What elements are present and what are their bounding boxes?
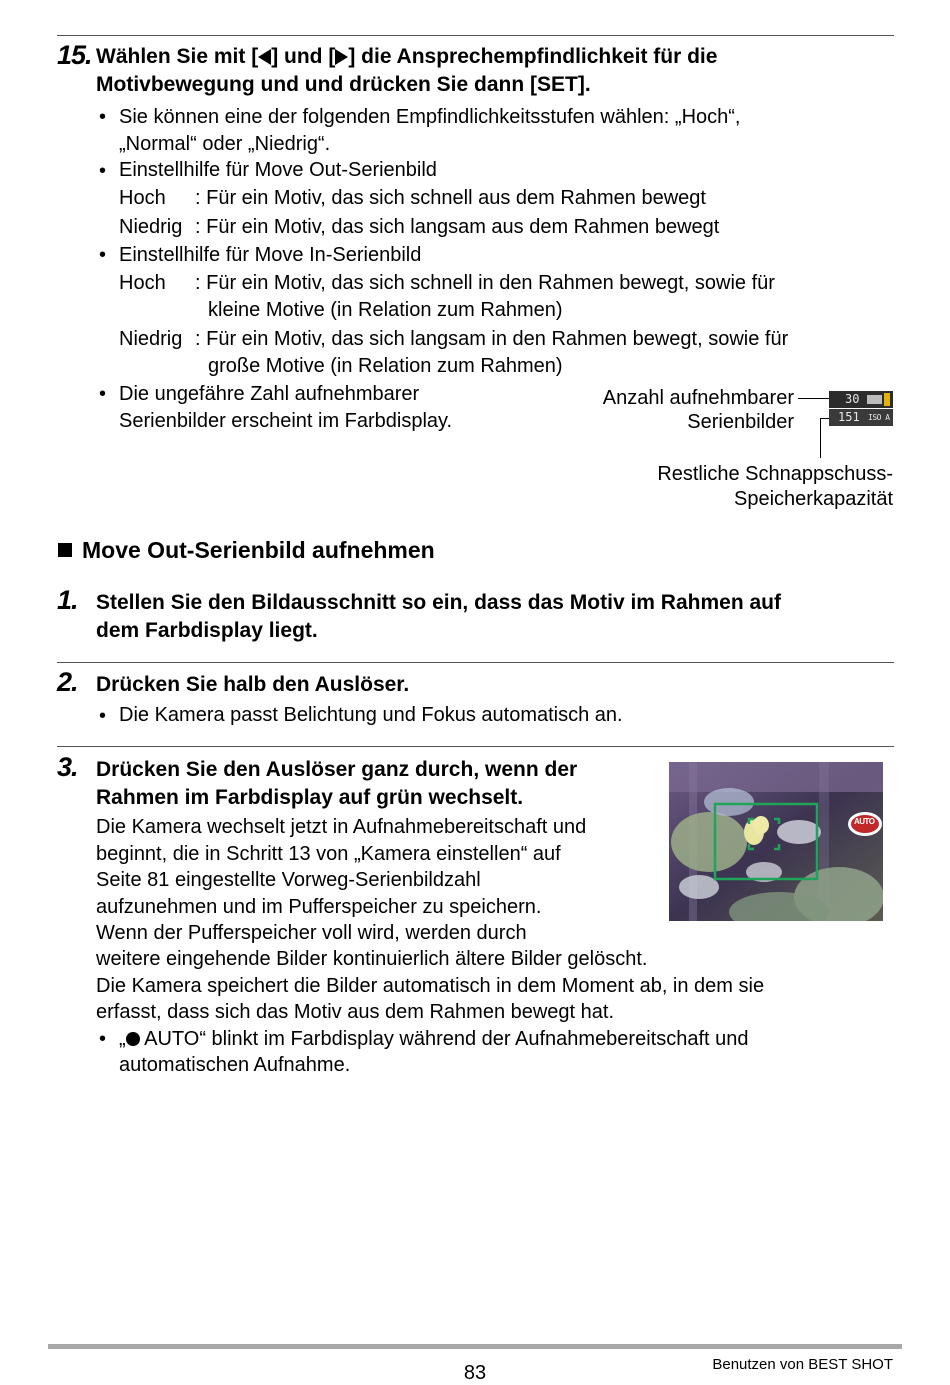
step-15-bullet2: Einstellhilfe für Move Out-Serienbild <box>119 159 437 181</box>
bullet-marker: • <box>99 1028 107 1050</box>
record-dot-icon <box>126 1032 140 1046</box>
step-1-heading-l1: Stellen Sie den Bildausschnitt so ein, dass das Motiv im Rahmen auf <box>96 591 781 614</box>
continuous-mode-icon <box>867 395 882 404</box>
bullet-marker: • <box>99 160 107 182</box>
step-15-bullet4-l1: Die ungefähre Zahl aufnehmbarer <box>119 383 420 405</box>
iso-badge: ISO A <box>868 413 890 422</box>
footer-bar <box>48 1344 902 1349</box>
step-3-heading-l1: Drücken Sie den Auslöser ganz durch, wenn der <box>96 758 578 781</box>
in-hoch-label: Hoch <box>119 272 166 294</box>
out-niedrig-text: : Für ein Motiv, das sich langsam aus dem Rahmen bewegt <box>195 216 720 238</box>
out-hoch-label: Hoch <box>119 187 166 209</box>
bullet-marker: • <box>99 106 107 128</box>
step-15-heading-part3: ] die Ansprechempfindlichkeit für die <box>348 45 718 68</box>
photo-scene <box>669 762 883 921</box>
figure-label-count-l1: Anzahl aufnehmbarer <box>602 387 794 409</box>
left-arrow-icon <box>258 49 271 65</box>
step-2-bullet: Die Kamera passt Belichtung und Fokus automatisch an. <box>119 704 623 726</box>
step-1-number: 1. <box>57 585 78 615</box>
lcd-row-capacity <box>829 409 893 426</box>
in-niedrig-label: Niedrig <box>119 328 183 350</box>
step-3-p2-l2: erfasst, dass sich das Motiv aus dem Rahmen bewegt hat. <box>96 1001 615 1023</box>
in-niedrig-l1: : Für ein Motiv, das sich langsam in den Rahmen bewegt, sowie für <box>195 328 789 350</box>
section-title: Move Out-Serienbild aufnehmen <box>82 537 435 563</box>
figure-label-count-l2: Serienbilder <box>687 411 794 433</box>
step-15-bullet4-l2: Serienbilder erscheint im Farbdisplay. <box>119 410 453 432</box>
step-divider <box>57 662 894 663</box>
step-15-heading <box>96 43 717 99</box>
section-heading <box>58 537 435 564</box>
leader-line-count <box>798 398 829 399</box>
figure-label-capacity-l1: Restliche Schnappschuss- <box>657 463 893 485</box>
step-3-p1-l5: Wenn der Pufferspeicher voll wird, werden durch <box>96 922 527 944</box>
lcd-capacity-value: 151 <box>838 410 860 424</box>
in-hoch-l2: kleine Motive (in Relation zum Rahmen) <box>208 299 563 321</box>
footer-chapter: Benutzen von BEST SHOT <box>712 1356 893 1373</box>
step-3-p1-l3: Seite 81 eingestellte Vorweg-Serienbildzahl <box>96 869 481 891</box>
sensitivity-indicator-icon <box>884 393 890 406</box>
step-3-heading-l2: Rahmen im Farbdisplay auf grün wechselt. <box>96 786 524 809</box>
step-2-number: 2. <box>57 667 78 697</box>
right-arrow-icon <box>335 49 348 65</box>
page-number: 83 <box>463 1362 487 1384</box>
step-2-heading: Drücken Sie halb den Auslöser. <box>96 673 410 696</box>
leader-line-capacity-h <box>820 418 829 419</box>
bullet-marker: • <box>99 383 107 405</box>
bullet-marker: • <box>99 705 107 727</box>
auto-badge-text: AUTO <box>854 817 875 826</box>
step-3-p1-l4: aufzunehmen und im Pufferspeicher zu speichern. <box>96 896 542 918</box>
step-3-bullet-quote: „ <box>119 1028 126 1050</box>
in-niedrig-l2: große Motive (in Relation zum Rahmen) <box>208 355 563 377</box>
lcd-row-count <box>829 391 893 408</box>
step-3-p2-l1: Die Kamera speichert die Bilder automatisch in dem Moment ab, in dem sie <box>96 975 765 997</box>
step-15-bullet1-l1: Sie können eine der folgenden Empfindlichkeitsstufen wählen: „Hoch“, <box>119 106 741 128</box>
out-niedrig-label: Niedrig <box>119 216 183 238</box>
lcd-count-value: 30 <box>845 392 860 406</box>
step-3-p1-l2: beginnt, die in Schritt 13 von „Kamera einstellen“ auf <box>96 843 561 865</box>
figure-label-capacity-l2: Speicherkapazität <box>734 488 893 510</box>
step-3-bullet-l1 <box>119 1026 749 1053</box>
step-3-p1-l1: Die Kamera wechselt jetzt in Aufnahmebereitschaft und <box>96 816 587 838</box>
square-bullet-icon <box>58 543 72 557</box>
step-3-p1-l6: weitere eingehende Bilder kontinuierlich ältere Bilder gelöscht. <box>96 948 648 970</box>
step-15-bullet1-l2: „Normal“ oder „Niedrig“. <box>119 133 331 155</box>
step-15-heading-part2: ] und [ <box>271 45 336 68</box>
out-hoch-text: : Für ein Motiv, das sich schnell aus dem Rahmen bewegt <box>195 187 706 209</box>
step-15-heading-part1: Wählen Sie mit [ <box>96 45 259 68</box>
camera-display-photo <box>669 762 883 921</box>
leader-line-capacity-v <box>820 418 821 458</box>
step-15-number: 15. <box>57 40 92 70</box>
bullet-marker: • <box>99 244 107 266</box>
step-15-heading-line2: Motivbewegung und und drücken Sie dann [SET]. <box>96 73 591 96</box>
step-3-number: 3. <box>57 752 78 782</box>
step-3-bullet-l2: automatischen Aufnahme. <box>119 1054 351 1076</box>
top-rule <box>57 35 894 36</box>
in-hoch-l1: : Für ein Motiv, das sich schnell in den Rahmen bewegt, sowie für <box>195 272 775 294</box>
step-1-heading-l2: dem Farbdisplay liegt. <box>96 619 318 642</box>
step-15-bullet3: Einstellhilfe für Move In-Serienbild <box>119 244 422 266</box>
step-3-bullet-text: AUTO“ blinkt im Farbdisplay während der Aufnahmebereitschaft und <box>139 1028 749 1050</box>
step-divider <box>57 746 894 747</box>
